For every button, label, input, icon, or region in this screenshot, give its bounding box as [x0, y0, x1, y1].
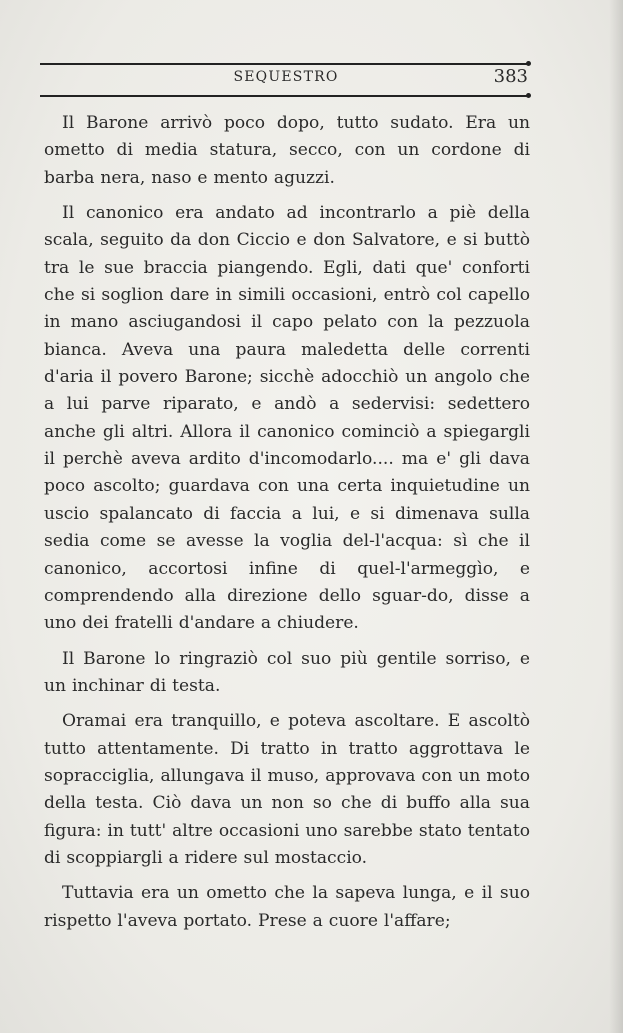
header-rule-top	[40, 63, 530, 65]
header-rule-bottom	[40, 95, 530, 97]
page-number: 383	[493, 66, 528, 87]
paragraph: Tuttavia era un ometto che la sapeva lunga, e il suo rispetto l'aveva portato. Prese a cuore l'affare;	[44, 883, 530, 931]
paragraph: Il Barone arrivò poco dopo, tutto sudato. Era un ometto di media statura, secco, con un cordone di barba nera, naso e mento aguzzi.	[44, 113, 530, 188]
page-edge-shadow	[609, 0, 623, 1033]
paragraph: Il canonico era andato ad incontrarlo a piè della scala, seguito da don Ciccio e don Salvatore, e si buttò tra le sue braccia piangendo. Egli, dati que' conforti che si soglion dare in simili occasioni, entrò col capello in mano asciugandosi il capo pelato con la pezzuola bianca. Aveva una paura maledetta delle correnti d'aria il povero Barone; sicchè adocchiò un angolo che a lui parve riparato, e andò a sedervisi: sedettero anche gli altri. Allora il canonico cominciò a spiegargli il perchè aveva ardito d'incomodarlo.... ma e' gli dava poco ascolto; guardava con una certa inquietudine un uscio spalancato di faccia a lui, e si dimenava sulla sedia come se avesse la voglia del-l'acqua: sì che il canonico, accortosi infine di quel-l'armeggìo, e comprendendo alla direzione dello sguar-do, disse a uno dei fratelli d'andare a chiudere.	[44, 203, 530, 634]
chapter-title: SEQUESTRO	[233, 69, 339, 85]
paragraph: Il Barone lo ringraziò col suo più gentile sorriso, e un inchinar di testa.	[44, 648, 530, 696]
header-rule-dot	[526, 93, 531, 98]
body-text	[44, 110, 530, 943]
paragraph: Oramai era tranquillo, e poteva ascoltare. E ascoltò tutto attentamente. Di tratto in tratto aggrottava le sopracciglia, allungava il muso, approvava con un moto della testa. Ciò dava un non so che di buffo alla sua figura: in tutt' altre occasioni uno sarebbe stato tentato di scoppiargli a ridere sul mostaccio.	[44, 711, 530, 868]
running-head	[44, 66, 528, 92]
